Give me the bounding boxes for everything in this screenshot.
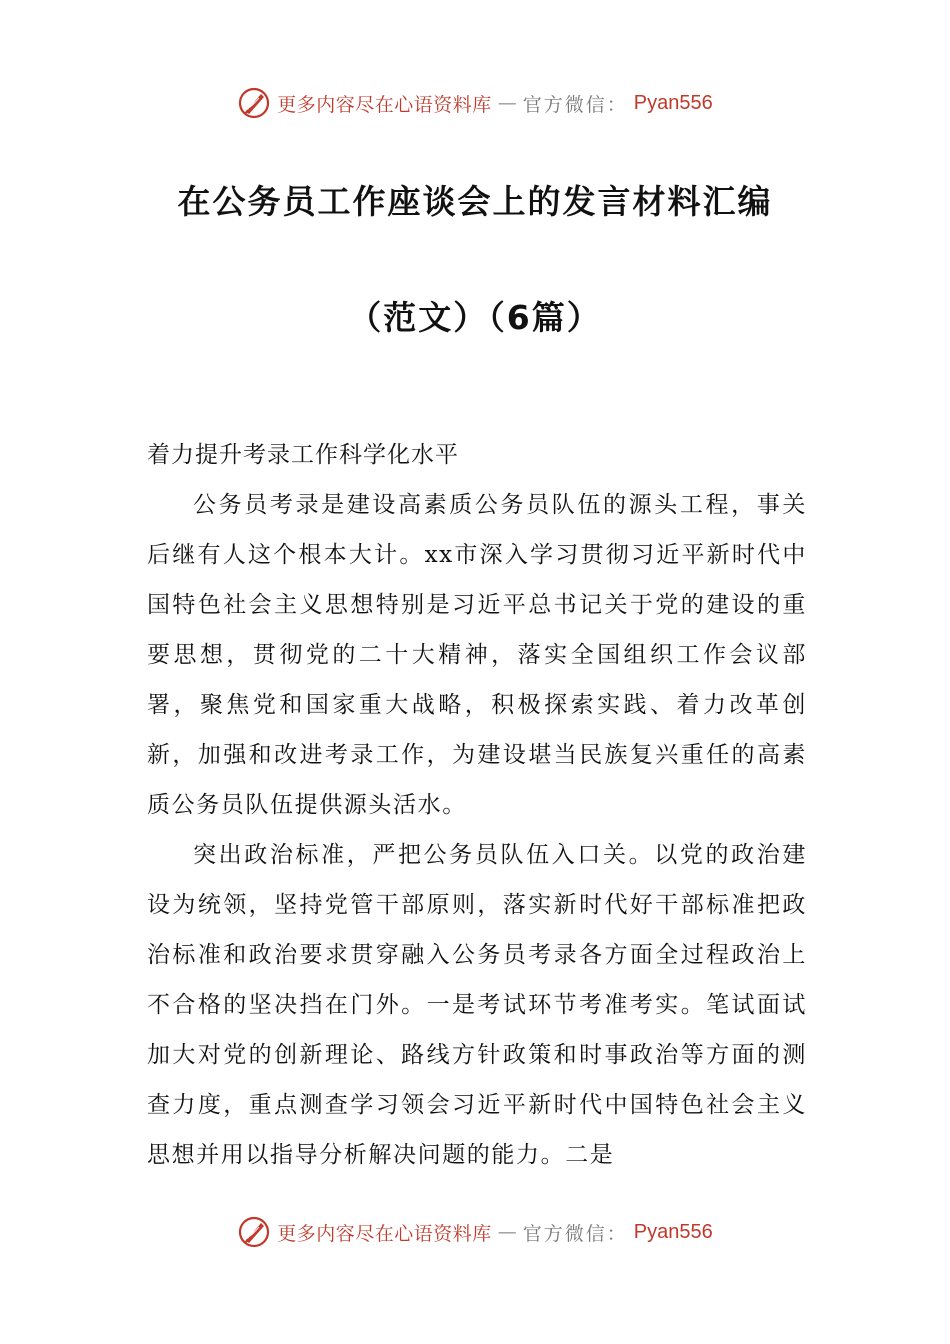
document-title: 在公务员工作座谈会上的发言材料汇编 <box>177 182 773 221</box>
section-heading: 着力提升考录工作科学化水平 <box>147 442 459 468</box>
watermark-official-label: 官方微信： <box>522 93 628 116</box>
watermark-wechat-id: Pyan556 <box>633 91 713 114</box>
watermark-footer <box>0 1212 950 1252</box>
watermark-separator: — <box>497 1221 517 1243</box>
document-subtitle: （范文）（6篇） <box>348 298 602 337</box>
document-body <box>147 430 807 1180</box>
quill-pen-circle-icon <box>237 86 271 120</box>
watermark-header <box>0 83 950 123</box>
watermark-text: 更多内容尽在心语资料库 <box>277 1222 492 1245</box>
paragraph: 公务员考录是建设高素质公务员队伍的源头工程，事关后继有人这个根本大计。xx市深入学习贯彻习近平新时代中国特色社会主义思想特别是习近平总书记关于党的建设的重要思想，贯彻党的二十大精神，落实全国组织工作会议部署，聚焦党和国家重大战略，积极探索实践、着力改革创新，加强和改进考录工作，为建设堪当民族复兴重任的高素质公务员队伍提供源头活水。 <box>147 492 807 818</box>
quill-pen-circle-icon <box>237 1215 271 1249</box>
watermark-separator: — <box>497 92 517 114</box>
paragraph: 突出政治标准，严把公务员队伍入口关。以党的政治建设为统领，坚持党管干部原则，落实新时代好干部标准把政治标准和政治要求贯穿融入公务员考录各方面全过程政治上不合格的坚决挡在门外。一是考试环节考准考实。笔试面试加大对党的创新理论、路线方针政策和时事政治等方面的测查力度，重点测查学习领会习近平新时代中国特色社会主义思想并用以指导分析解决问题的能力。二是 <box>147 842 807 1168</box>
watermark-text: 更多内容尽在心语资料库 <box>277 93 492 116</box>
watermark-wechat-id: Pyan556 <box>633 1220 713 1243</box>
watermark-official-label: 官方微信： <box>522 1222 628 1245</box>
